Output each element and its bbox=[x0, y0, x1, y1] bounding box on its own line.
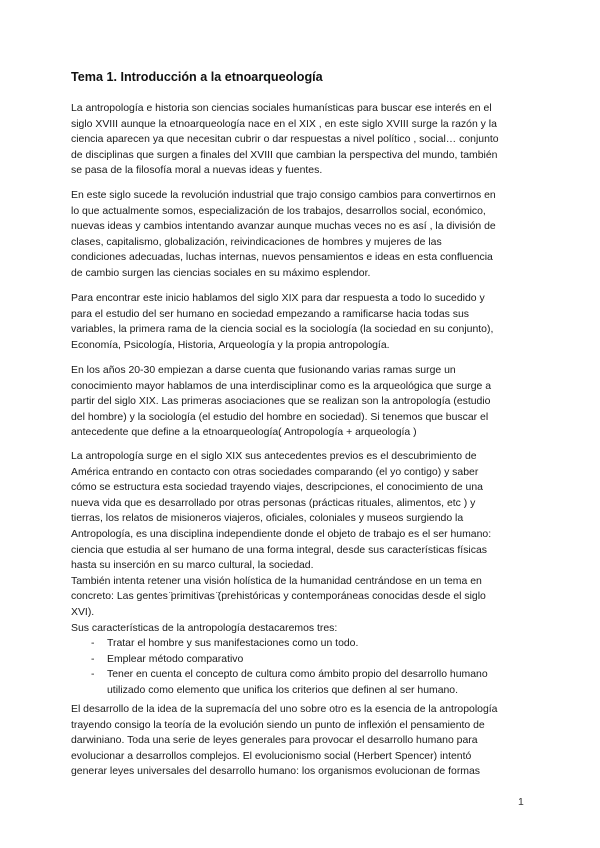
text-line: del hombre) y la sociología (el estudio del hombre en sociedad). Si tenemos que buscar el bbox=[71, 411, 489, 423]
list-dash: - bbox=[91, 638, 95, 650]
text-line: para el estudio del ser humano en sociedad empezando a ramificarse hacia todas sus bbox=[71, 308, 470, 320]
list-item bbox=[71, 636, 531, 652]
text-line: condiciones adecuadas, luchas internas, nuevos pensamientos e ideas en esta confluencia bbox=[71, 252, 493, 264]
text-line: partir del siglo XIX. Las primeras asociaciones que se realizan son la antropología (estudio bbox=[71, 396, 491, 408]
text-line: concreto: Las gentes ̈primitivas ̈(prehistóricas y contemporáneas conocidas desde el siglo bbox=[71, 591, 486, 603]
list-item bbox=[71, 652, 531, 668]
text-line: variables, la primera rama de la ciencia social es la sociología (la sociedad en su conjunto), bbox=[71, 324, 494, 336]
list-dash: - bbox=[91, 653, 95, 665]
text-line: generar leyes universales del desarrollo humano: los organismos evolucionan de formas bbox=[71, 766, 481, 778]
text-line: Para encontrar este inicio hablamos del siglo XIX para dar respuesta a todo lo sucedido y bbox=[71, 293, 485, 304]
paragraph-3 bbox=[71, 291, 531, 353]
text-line: La antropología e historia son ciencias sociales humanísticas para buscar ese interés en el bbox=[71, 103, 492, 114]
text-line: ciencia aparecen ya que necesitan cubrir o dar respuestas a nivel político , social… conjunto bbox=[71, 134, 499, 146]
text-line: tierras, los relatos de misioneros viajeros, oficiales, coloniales y museos surgiendo la bbox=[71, 513, 464, 525]
list-dash: - bbox=[91, 669, 95, 681]
text-line: nueva vida que es desarrollado por otras personas (prácticas rituales, alimentos, etc ) y bbox=[71, 497, 476, 509]
paragraph-5 bbox=[71, 449, 531, 699]
text-line: América entrando en contacto con otras sociedades comparando (el yo contigo) y saber bbox=[71, 466, 479, 478]
text-line: Economía, Psicología, Historia, Arqueología y la propia antropología. bbox=[71, 339, 390, 351]
text-line: antecedente que define a la etnoarqueología( Antropología + arqueología ) bbox=[71, 427, 417, 439]
text-line: clases, capitalismo, globalización, reivindicaciones de hombres y mujeres de las bbox=[71, 236, 442, 248]
list-item bbox=[71, 667, 531, 683]
text-line: Sus características de la antropología destacaremos tres: bbox=[71, 622, 338, 634]
paragraph-6 bbox=[71, 702, 531, 780]
text-line: En este siglo sucede la revolución industrial que trajo consigo cambios para convertirnos en bbox=[71, 190, 496, 201]
list-item-text: Tener en cuenta el concepto de cultura como ámbito propio del desarrollo humano bbox=[107, 669, 488, 681]
text-line: La antropología surge en el siglo XIX sus antecedentes previos es el descubrimiento de bbox=[71, 451, 477, 462]
text-line: de cambio surgen las ciencias sociales en su máximo esplendor. bbox=[71, 267, 371, 279]
text-line: conocimiento mayor hablamos de una interdisciplinar como es la arqueológica que surge a bbox=[71, 380, 492, 392]
text-line: de disciplinas que surgen a finales del XVIII que cambian la perspectiva del mundo, también bbox=[71, 149, 498, 161]
text-line: hasta su inserción en su marco cultural, la sociedad. bbox=[71, 560, 314, 572]
list-item-text: Emplear método comparativo bbox=[107, 653, 244, 665]
list-item-continuation: utilizado como elemento que unifica los criterios que definen al ser humano. bbox=[107, 684, 459, 696]
paragraph-1 bbox=[71, 101, 531, 179]
text-line: cómo se estructura esta sociedad trayendo viajes, descripciones, el conocimiento de una bbox=[71, 482, 483, 494]
text-line: lo que actualmente somos, especialización de los trabajos, desarrollos social, económico, bbox=[71, 205, 486, 217]
text-line: darwiniano. Toda una serie de leyes generales para provocar el desarrollo humano para bbox=[71, 735, 478, 747]
text-line: nuevas ideas y cambios intentando avanzar aunque muchas veces no es así , la división de bbox=[71, 221, 496, 233]
text-line: se pasa de la filosofía moral a nuevas ideas y fuentes. bbox=[71, 165, 323, 177]
text-line: evolucionar a desarrollos complejos. El evolucionismo social (Herbert Spencer) intentó bbox=[71, 750, 472, 762]
page-title: Tema 1. Introducción a la etnoarqueología bbox=[71, 70, 323, 84]
bullet-list bbox=[71, 636, 531, 698]
text-line: XVI). bbox=[71, 606, 95, 618]
text-line: ciencia que estudia al ser humano de una forma integral, desde sus características físicas bbox=[71, 544, 487, 556]
list-item-text: Tratar el hombre y sus manifestaciones como un todo. bbox=[107, 638, 359, 650]
text-line: En los años 20-30 empiezan a darse cuenta que fusionando varias ramas surge un bbox=[71, 365, 456, 376]
text-line: siglo XVIII aunque la etnoarqueología nace en el XIX , en este siglo XVIII surge la razón y la bbox=[71, 118, 497, 130]
text-line: trayendo consigo la teoría de la evolución siendo un punto de inflexión el pensamiento de bbox=[71, 719, 485, 731]
paragraph-2 bbox=[71, 188, 531, 282]
text-line: El desarrollo de la idea de la supremacía del uno sobre otro es la esencia de la antropología bbox=[71, 704, 498, 715]
text-line: Antropología, es una disciplina independiente donde el objeto de trabajo es el ser humano: bbox=[71, 528, 492, 540]
paragraph-4 bbox=[71, 363, 531, 441]
text-line: También intenta retener una visión holística de la humanidad centrándose en un tema en bbox=[71, 575, 482, 587]
page-number: 1 bbox=[518, 797, 524, 808]
